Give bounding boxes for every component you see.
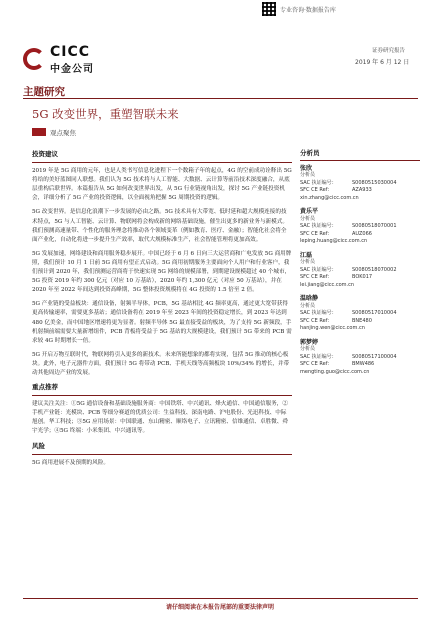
analyst-sfc-row bbox=[300, 187, 420, 195]
analyst-sfc-row bbox=[300, 231, 420, 239]
analyst-name: 郭梦婷 bbox=[300, 338, 319, 346]
analyst-email[interactable]: leping.huang@cicc.com.cn bbox=[300, 238, 368, 244]
analyst-email[interactable]: mengting.guo@cicc.com.cn bbox=[300, 368, 370, 375]
analyst-sac-row bbox=[300, 267, 420, 275]
invest-rule bbox=[32, 162, 292, 163]
analyst-sfc-row bbox=[300, 274, 420, 282]
risk-rule bbox=[32, 454, 292, 455]
analyst-entry bbox=[300, 208, 420, 246]
analyst-sfc-row bbox=[300, 361, 420, 369]
analyst-entry bbox=[300, 295, 420, 333]
header-divider bbox=[23, 98, 418, 99]
paragraph-6: 建议关注关注：①5G 通信设备和基础设施服务商：中国铁塔、中兴通讯、烽火通信、中国通信服务，②手机产业链：光模块、PCB 等细分赛道的优质公司：生益科技、深南电路、沪电股份、光迅科技、中际旭创。华工科技；③5G 应用场景：中国联通、东山精密、顺络电子、立讯精密、信维通信、卓胜微、舜宇光学；④5G 终端：小米集团、中兴通讯等。 bbox=[32, 401, 288, 435]
paragraph-3: 5G 发展加速，网络建设和商用服务稳步展开。中国已经于 6 月 6 日向三大运营商和广电发放 5G 商用牌照，我们预计 10 月 1 日前 5G 商用有望正式启动。5G 商用初期服务主要面向个人用户和行业客户，我们预计到 2020 年，我们预测运营商将于快速实现 5G 网络的规模部署，到期建设规模超过 40 个城市，5G 投资 2019 年约 300 亿元（对应 10 万基站），2020 年约 1,300 亿元（对应 50 万基站），并在 2020 年至 2022 年间达到投资高峰期，5G 整体投资规模将在 4G 投资的 1.5 倍至 2 倍。 bbox=[32, 250, 292, 294]
report-body bbox=[32, 150, 292, 473]
sfc-label: SFC CE Ref： bbox=[300, 361, 333, 367]
analyst-sac-row bbox=[300, 223, 420, 231]
qr-code-icon bbox=[262, 2, 276, 16]
analyst-sac-row bbox=[300, 354, 420, 362]
analyst-sac-row bbox=[300, 180, 420, 188]
analyst-role: 分析员 bbox=[300, 215, 316, 222]
analyst-sfc-row bbox=[300, 318, 420, 326]
sac-number: S0080517100004 bbox=[352, 353, 397, 360]
analyst-list bbox=[300, 165, 420, 377]
sac-number: S0080518070001 bbox=[352, 223, 397, 229]
page-title: 5G 改变世界，重塑智联未来 bbox=[32, 107, 179, 121]
paragraph-7: 5G 商用进展不及预期的风险。 bbox=[32, 459, 109, 466]
sfc-label: SFC CE Ref： bbox=[300, 230, 333, 237]
sfc-number: AUZ066 bbox=[352, 230, 372, 237]
sfc-number: BMW486 bbox=[352, 361, 375, 367]
sac-label: SAC 执证编号： bbox=[300, 353, 337, 360]
footer-divider bbox=[23, 598, 418, 599]
analyst-role: 分析员 bbox=[300, 259, 316, 265]
analyst-name: 张欣 bbox=[300, 164, 313, 172]
analyst-entry bbox=[300, 165, 420, 203]
sfc-number: BOK017 bbox=[352, 274, 373, 280]
industry-rule bbox=[32, 395, 292, 396]
sfc-number: AZA933 bbox=[352, 187, 372, 193]
report-category: 证券研究报告 bbox=[372, 48, 406, 54]
sfc-label: SFC CE Ref： bbox=[300, 187, 333, 193]
analyst-rule bbox=[300, 160, 420, 161]
sac-number: S0080518070002 bbox=[352, 266, 397, 273]
sac-label: SAC 执证编号： bbox=[300, 310, 337, 316]
analyst-name: 黄乐平 bbox=[300, 208, 319, 215]
sac-number: S0080515030004 bbox=[352, 179, 397, 186]
analyst-role: 分析员 bbox=[300, 346, 316, 352]
industry-heading: 重点推荐 bbox=[32, 383, 58, 392]
sac-label: SAC 执证编号： bbox=[300, 266, 337, 273]
analyst-panel bbox=[300, 150, 420, 382]
analyst-name: 江磊 bbox=[300, 251, 313, 259]
view-label: 观点聚焦 bbox=[50, 129, 76, 137]
report-date: 2019 年 6 月 12 日 bbox=[355, 59, 410, 66]
analyst-email[interactable]: xin.zhang@cicc.com.cn bbox=[300, 194, 359, 201]
analyst-entry bbox=[300, 339, 420, 377]
logo-english: CICC bbox=[50, 44, 91, 60]
analyst-email[interactable]: hanjing.wen@cicc.com.cn bbox=[300, 325, 365, 331]
cicc-logo-icon bbox=[23, 48, 45, 70]
legal-notice: 请仔细阅读在本报告尾部的重要法律声明 bbox=[165, 604, 274, 611]
section-label: 主题研究 bbox=[23, 86, 65, 98]
paragraph-1: 2019 年是 5G 商用的元年，也是人类书写信息化进程下一个数箱子年的起点，4G 的空前成功诠释出 5G 将给的美好蓝图同人联想。我们认为 5G 技术将与人工智能、大数据、云计算等前沿技术深度融合，从底层重构后联世界。本篇报告从 5G 如何改变世界出发，从 5G 行业链视角出发，探讨 5G 产业链投资机会，详细分析了 5G 产业的投资逻辑，以全面视角把握 5G 周期投资的逻辑。 bbox=[32, 168, 292, 202]
invest-heading: 投资建议 bbox=[32, 150, 58, 158]
sfc-number: BNE480 bbox=[352, 317, 372, 324]
logo-chinese: 中金公司 bbox=[50, 64, 94, 75]
risk-heading: 风险 bbox=[32, 441, 45, 450]
paragraph-5: 5G 开启万物互联时代，物联网将引入更多的新技术。未来所能想象的都将实现，包括 5G 推动的核心板块。此外，电子元器件方面，我们预计 5G 将带动 PCB、手机天线等高频板块 10%/34% 的增长，并带动其他周边产业的发展。 bbox=[32, 351, 290, 376]
analyst-role: 分析员 bbox=[300, 302, 316, 309]
view-marker-icon bbox=[32, 128, 46, 136]
sfc-label: SFC CE Ref： bbox=[300, 317, 333, 324]
sac-number: S0080517010004 bbox=[352, 310, 397, 316]
sac-label: SAC 执证编号： bbox=[300, 223, 337, 229]
paragraph-2: 5G 改变世界。是信息化浪潮下一步发展的必由之路。5G 技术具有大带宽、低时延和超大规模连接的技术特点，5G 与人工智能、云计算、物联网将会构成新的网络基础设施，催生出更多的新业务与新模式。我们预测高速量带、个性化的服务理念将推动各个领域变革（例如教育、医疗、金融）；智能化社会将全面产业化，自动化将进一步提升生产效率，取代大规模标准生产，社会智能管理将更加高效。 bbox=[32, 209, 288, 243]
analyst-email[interactable]: lei.jiang@cicc.com.cn bbox=[300, 281, 355, 288]
analyst-name: 温晗静 bbox=[300, 295, 319, 302]
analyst-heading: 分析员 bbox=[300, 149, 320, 157]
analyst-sac-row bbox=[300, 310, 420, 318]
source-watermark: 专业咨询·数据报告库 bbox=[280, 7, 336, 14]
analyst-role: 分析员 bbox=[300, 172, 316, 178]
analyst-entry bbox=[300, 252, 420, 290]
sac-label: SAC 执证编号： bbox=[300, 179, 337, 186]
paragraph-4: 5G 产业链的受益板块：通信设备，射频半导体，PCB，5G 基站相比 4G 频率更高，通过更大宽带获得更高传输速率，需要更多基站；通信设备将在 2019 年至 2023 年间的投资稳定增长，到 2023 年达到 480 亿美金，而中国地区增速将更为显著。射频半导体 5G 最直接受益的板块，为了支持 5G 新频段，手机射频前端需要大量新增组件，PCB 背板将受益于 5G 基站的大规模建设，我们预计 5G 带来的 PCB 需求较 4G 时期增长一倍。 bbox=[32, 301, 292, 344]
sfc-label: SFC CE Ref： bbox=[300, 274, 333, 280]
